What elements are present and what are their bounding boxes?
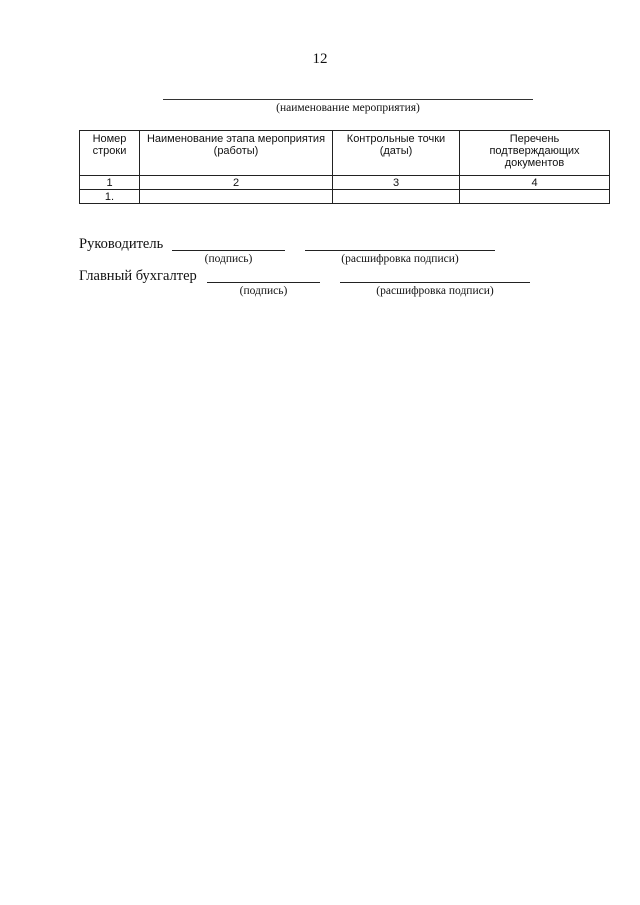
header-documents: Перечень подтверждающих документов bbox=[460, 131, 610, 176]
index-cell: 3 bbox=[333, 176, 460, 190]
event-name-caption: (наименование мероприятия) bbox=[276, 102, 420, 114]
table-cell[interactable] bbox=[140, 190, 333, 204]
head-decoding-caption: (расшифровка подписи) bbox=[341, 253, 459, 265]
accountant-decoding-line[interactable] bbox=[340, 282, 530, 283]
header-stage-name: Наименование этапа мероприятия (работы) bbox=[140, 131, 333, 176]
header-checkpoints: Контрольные точки (даты) bbox=[333, 131, 460, 176]
table-row bbox=[80, 190, 610, 204]
accountant-decoding-caption: (расшифровка подписи) bbox=[376, 285, 494, 297]
activity-stages-table bbox=[79, 130, 610, 204]
head-signature-label: Руководитель bbox=[79, 236, 164, 252]
header-row-number: Номер строки bbox=[80, 131, 140, 176]
head-decoding-line[interactable] bbox=[305, 250, 495, 251]
head-signature-caption: (подпись) bbox=[204, 253, 253, 265]
page-number: 12 bbox=[312, 51, 328, 67]
table-cell[interactable] bbox=[460, 190, 610, 204]
index-cell: 1 bbox=[80, 176, 140, 190]
accountant-signature-label: Главный бухгалтер bbox=[79, 268, 197, 284]
table-cell[interactable] bbox=[333, 190, 460, 204]
index-cell: 4 bbox=[460, 176, 610, 190]
head-signature-line[interactable] bbox=[172, 250, 285, 251]
table-index-row bbox=[80, 176, 610, 190]
index-cell: 2 bbox=[140, 176, 333, 190]
table-cell[interactable]: 1. bbox=[80, 190, 140, 204]
table-header-row bbox=[80, 131, 610, 176]
accountant-signature-caption: (подпись) bbox=[239, 285, 288, 297]
accountant-signature-line[interactable] bbox=[207, 282, 320, 283]
event-name-line bbox=[163, 99, 533, 100]
